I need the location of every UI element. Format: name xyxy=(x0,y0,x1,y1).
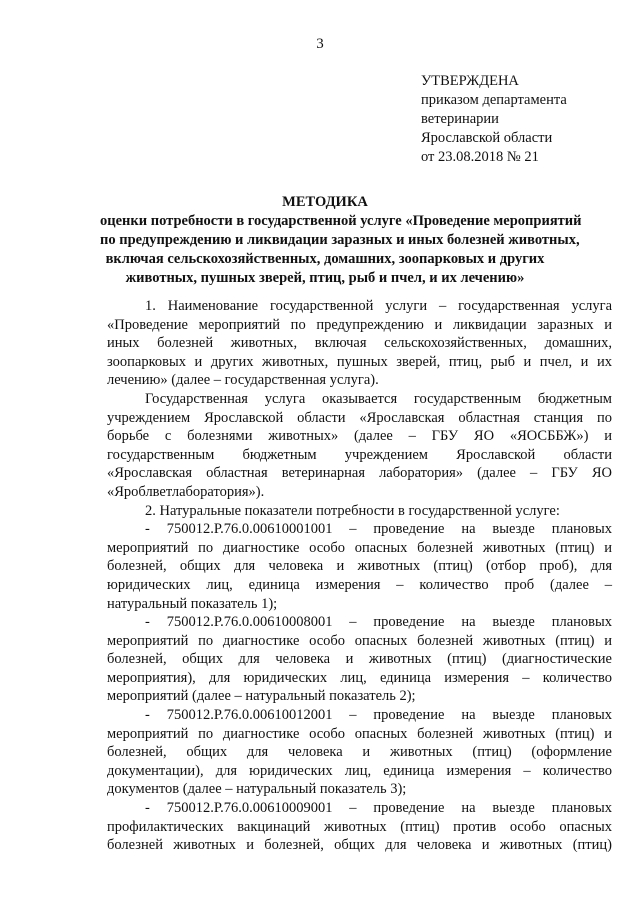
approval-line: от 23.08.2018 № 21 xyxy=(421,149,539,165)
paragraph-line: болезней, общих для человека и животных (птиц) (отбор проб), для xyxy=(107,558,612,575)
paragraph-line: мероприятия), для юридических лиц, единица измерения – количество xyxy=(107,669,612,686)
paragraph-line: болезней, общих для человека и животных (птиц) (оформление xyxy=(107,744,612,761)
paragraph-line: «Яроблветлаборатория»). xyxy=(107,483,265,500)
paragraph-line: болезней животных и болезней, общих для человека и животных (птиц) xyxy=(107,837,612,854)
document-title xyxy=(100,193,582,288)
paragraph-line: - 750012.Р.76.0.00610001001 – проведение на выезде плановых xyxy=(145,521,612,538)
paragraph-line: - 750012.Р.76.0.00610009001 – проведение на выезде плановых xyxy=(145,800,612,817)
paragraph-line: 1. Наименование государственной услуги – государственная услуга xyxy=(145,298,612,314)
title-subtitle-line: включая сельскохозяйственных, домашних, зоопарковых и других xyxy=(105,251,545,267)
paragraph-line: мероприятий по диагностике особо опасных болезней животных (птиц) и xyxy=(107,632,612,649)
paragraph-line: профилактических вакцинаций животных (птиц) против особо опасных xyxy=(107,818,612,835)
paragraph-line: мероприятий (далее – натуральный показатель 2); xyxy=(107,688,416,705)
title-subtitle-line: по предупреждению и ликвидации заразных и иных болезней животных, xyxy=(100,232,580,248)
paragraph-line: государственным бюджетным учреждением Ярославской области xyxy=(107,446,612,463)
title-subtitle-line: животных, пушных зверей, птиц, рыб и пчел, и их лечению» xyxy=(125,270,525,286)
paragraph-line: документации), для юридических лиц, единица измерения – количество xyxy=(107,762,612,779)
paragraph-line: мероприятий по диагностике особо опасных болезней животных (птиц) и xyxy=(107,539,612,556)
paragraph-line: юридических лиц, единица измерения – количество проб (далее – xyxy=(107,576,612,593)
paragraph-line: «Ярославская областная ветеринарная лаборатория» (далее – ГБУ ЯО xyxy=(107,465,612,482)
paragraph-line: лечению» (далее – государственная услуга). xyxy=(107,372,379,389)
paragraph-line: мероприятий по диагностике особо опасных болезней животных (птиц) и xyxy=(107,725,612,742)
paragraph-line: иных болезней животных, включая сельскохозяйственных, домашних, xyxy=(107,335,612,352)
body-paragraph xyxy=(107,799,612,855)
body-paragraph xyxy=(107,390,612,502)
title-subtitle-line: оценки потребности в государственной услуге «Проведение мероприятий xyxy=(100,213,582,229)
body-paragraph xyxy=(107,502,612,521)
approval-line: УТВЕРЖДЕНА xyxy=(421,73,519,89)
approval-line: Ярославской области xyxy=(421,130,553,146)
body-paragraph xyxy=(107,613,612,706)
document-body xyxy=(107,297,612,855)
paragraph-line: болезней, общих для человека и животных (птиц) (диагностические xyxy=(107,651,612,668)
paragraph-line: документов (далее – натуральный показатель 3); xyxy=(107,781,407,798)
paragraph-line: Государственная услуга оказывается государственным бюджетным xyxy=(145,390,612,407)
title-heading: МЕТОДИКА xyxy=(282,194,368,210)
paragraph-line: борьбе с болезнями животных» (далее – ГБУ ЯО «ЯОСББЖ») и xyxy=(107,428,612,445)
paragraph-line: натуральный показатель 1); xyxy=(107,595,278,612)
approval-line: приказом департамента xyxy=(421,92,567,108)
paragraph-line: «Проведение мероприятий по предупреждению и ликвидации заразных и xyxy=(107,316,612,333)
body-paragraph xyxy=(107,297,612,390)
paragraph-line: - 750012.Р.76.0.00610008001 – проведение на выезде плановых xyxy=(145,614,612,631)
approval-line: ветеринарии xyxy=(421,111,499,127)
body-paragraph xyxy=(107,706,612,799)
paragraph-line: 2. Натуральные показатели потребности в государственной услуге: xyxy=(145,502,560,519)
page-number: 3 xyxy=(316,36,324,52)
approval-stamp xyxy=(421,72,567,167)
body-paragraph xyxy=(107,520,612,613)
paragraph-line: учреждением Ярославской области «Ярославская областная станция по xyxy=(107,409,612,426)
paragraph-line: зоопарковых и других животных, пушных зверей, птиц, рыб и пчел, и их xyxy=(107,353,612,370)
paragraph-line: - 750012.Р.76.0.00610012001 – проведение на выезде плановых xyxy=(145,707,612,724)
